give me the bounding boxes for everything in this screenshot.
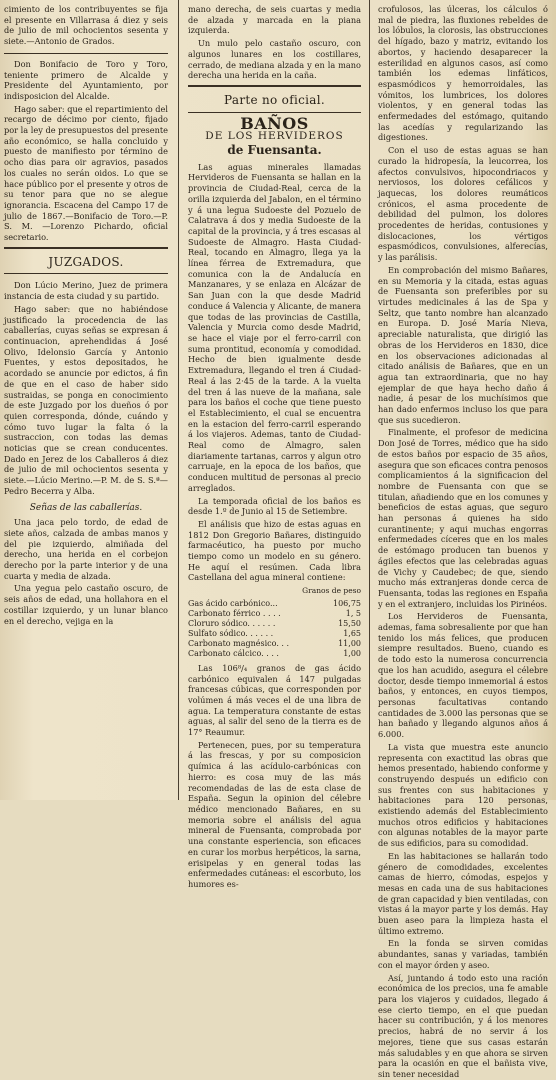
section-heading-box [188, 85, 361, 113]
paragraph: La temporada oficial de los baños es desde 1.º de Junio al 15 de Setiembre. [188, 495, 361, 517]
paragraph: Don Lúcio Merino, Juez de primera instancia de esta ciudad y su partido. [4, 280, 168, 302]
senas-heading: Señas de las caballerías. [29, 502, 143, 513]
row-label: Carbonato cálcico. . . . [188, 648, 279, 658]
paragraph: Las aguas minerales llamadas Hervideros de Fuensanta se hallan en la provincia de Ciudad-Real, cerca de la orilla izquierda del Jabalon, en el término y á una legua Sudoeste del Pozuelo de Calatrava á dos y media Sudoeste de la capital de la provincia, y á tres escasas al Sudoeste de Almagro. Hasta Ciudad-Real, tocando en Almagro, llega ya la línea férrea de Extremadura, que comunica con la de Andalucía en Manzanares, y se enlaza en Alcázar de San Juan con la que desde Madrid conduce á Valencia y Alicante, de manera que todas de las provincias de Castilla, Valencia y Murcia como desde Madrid, se hace el viaje por el ferro-carril con suma prontitud, economía y comodidad. Hecho de bien igualmente desde Extremadura, llegando el tren á Ciudad-Real á las 2·45 de la tarde. A la vuelta del tren á las nueve de la mañana, sale para los baños el coche que tiene puesto el Establecimiento, el cual se encuentra en la estacion del ferro-carril esperando á los viajeros. Ademas, tanto de Ciudad-Real como de Almagro, salen diariamente tartanas, carros y algun otro carruaje, en la epoca de los baños, que conducen multitud de personas al precio arreglados. [188, 161, 361, 493]
paragraph: cimiento de los contribuyentes se fija el presente en Villarrasa á diez y seis de julio de mil ochocientos sesenta y siete.—Antonio de Grados. [4, 4, 168, 47]
section-heading-box [4, 247, 168, 275]
row-value: 15,50 [338, 618, 361, 628]
column-rule [178, 0, 179, 800]
parte-no-oficial-heading: Parte no oficial. [224, 92, 325, 107]
paragraph: Hago saber: que no habiéndose justificado la procedencia de las caballerías, cuyas señas se expresan á continuacion, aprehendidas á José Olivo, Idelonsio García y Antonio Fuentes, y estos depositados, he acordado se anuncie por edictos, á fin de que en el caso de haber sido sustraidas, se ponga en conocimiento de este Juzgado por los dueños ó por quien corresponda, dónde, cuándo y cómo tuvo lugar la falta ó la sustraccion, con todas las demas noticias que se crean conducentes. Dado en Jerez de los Caballeros á diez de julio de mil ochocientos sesenta y siete.—Lúcio Merino.—P. M. de S. S.ª—Pedro Becerra y Alba. [4, 303, 168, 496]
column-left [0, 0, 174, 800]
table-row [188, 619, 361, 629]
row-value: 1,65 [343, 628, 361, 638]
row-value: 1,00 [343, 648, 361, 658]
paragraph: Hago saber: que el repartimiento del recargo de décimo por ciento, fijado por la ley de presupuestos del presente año económico, se halla concluido y puesto de manifiesto por término de ocho dias para oir agravios, pasados los cuales no serán oidos. Lo que se hace público por el presente y otros de su tenor para que no se alegue ignorancia. Escacena del Campo 17 de julio de 1867.—Bonifacio de Toro.—P. S. M. —Lorenzo Pichardo, oficial secretario. [4, 103, 168, 243]
row-label: Sulfato sódico. . . . . . [188, 628, 274, 638]
table-row [188, 629, 361, 639]
banos-title: BAÑOS [240, 113, 309, 133]
paragraph: En la fonda se sirven comidas abundantes, sanas y variadas, también con el mayor órden y aseo. [378, 938, 548, 970]
hervideros-subtitle: DE LOS HERVIDEROS [205, 130, 344, 143]
row-value: 11,00 [338, 638, 361, 648]
juzgados-heading: JUZGADOS. [48, 254, 124, 269]
paragraph: En comprobación del mismo Bañares, en su Memoria y la citada, estas aguas de Fuensanta son preferibles por su virtudes medicinales á las de Spa y Seltz, que tanto nombre han alcanzado en Europa. D. José María Nieva, apreciable naturalista, que dirigió las obras de los Hervideros en 1830, dice en los observaciones adicionadas al citado análisis de Bañares, que en un agua tan extraordinaria, que no hay ejemplar de que haya hecho daño á nadie, á pesar de los muchísimos que han dado enfermos incluso los que para que sus sucedieron. [378, 264, 548, 425]
table-header: Granos de peso [302, 586, 361, 596]
paragraph: Pertenecen, pues, por su temperatura á las frescas, y por su composicion química á las acídulo-carbónicas con hierro: es cosa muy de las más recomendadas de las de esta clase de España. Segun la opinion del célebre médico mencionado Bañares, en su memoria sobre el análisis del agua mineral de Fuensanta, comprobada por una constante esperiencia, son eficaces en curar los morbus herpéticos, la sarna, erisipelas y en general todas las enfermedades cutáneas: el escorbuto, los humores es- [188, 739, 361, 889]
paragraph: Así, juntando á todo esto una ración económica de los precios, una fe amable para los viajeros y cuidados, llegado á ese cierto tiempo, en el que puedan hacer su contribución, y á los menores precios, habrá de no servir á los mejores, tiene que sus casas estarán más saludables y en que ahora se sirven para la ocasión en que el bañista vive, sin tener necesidad [378, 972, 548, 1079]
paragraph: Los Hervideros de Fuensanta, ademas, fama sobresaliente por que han tenido los más felices, que producen siempre resultados. Bueno, cuando es de todo esto la numerosa concurrencia que los han acudido, asegura el célebre doctor, desde tiempo inmemorial á estos baños, y entonces, en cuyos tiempos, personas facultativas contando cantidades de 3.000 las personas que se han bañado y llegando algunos años á 6.000. [378, 611, 548, 740]
paragraph: Las 106⁸/₄ granos de gas ácido carbónico equivalen á 147 pulgadas francesas cúbicas, que corresponden por volúmen á más veces el de una libra de agua. La temperatura constante de estas aguas, al salir del seno de la tierra es de 17° Reaumur. [188, 662, 361, 738]
column-right [373, 0, 556, 1079]
paragraph: Una jaca pelo tordo, de edad de siete años, calzada de ambas manos y del pie izquierdo, almiñada del derecho, una herida en el corbejon derecho por la parte interior y de una cuarta y media de alzada. [4, 517, 168, 581]
table-row [188, 639, 361, 649]
row-value: 106,75 [333, 598, 361, 608]
paragraph: Un mulo pelo castaño oscuro, con algunos lunares en los costillares, cerrado, de mediana alzada y en la mano derecha una herida en la caña. [188, 38, 361, 81]
paragraph: crofulosos, las úlceras, los cálculos ó mal de piedra, las fluxiones rebeldes de los lóbulos, la clorosis, las obstrucciones del hígado, bazo y matriz, evitando los abortos, y haciendo desaparecer la esterilidad en algunos casos, así como también los edemas linfáticos, espasmódicos y hemorroidales, las vómitos, los lumbrices, los dolores violentos, y en general todas las enfermedades del estómago, quitando las acedías y regularizando las digestiones. [378, 4, 548, 143]
paragraph: Don Bonifacio de Toro y Toro, teniente primero de Alcalde y Presidente del Ayuntamiento, por indisposicion del Alcalde. [4, 58, 168, 101]
table-row [188, 609, 361, 619]
paragraph: Finalmente, el profesor de medicina Don José de Torres, médico que ha sido de estos baños por espacio de 35 años, asegura que son eficaces contra penosos complicamientos á la significacion del nombre de Fuensanta con que se titulan, añadiendo que en los comunes y beneficios de estas aguas, que seguro han personas á quienes ha sido curantinente; y aqui muchas engorras enfermedades cíceres que en los males de estómago producen tan buenos y ágiles efectos que las celebradas aguas de Vichy y Caudebec; de que, siendo mucho más extranjeras donde cerca de Fuensanta, todas las regiones en España y en el extranjero, incluidas los Pirinéos. [378, 427, 548, 609]
paragraph: Una yegua pelo castaño oscuro, de seis años de edad, una hollahora en el costillar izquierdo, y un lunar blanco en el derecho, vejiga en la [4, 583, 168, 626]
row-value: 1, 5 [345, 608, 361, 618]
paragraph: El análisis que hizo de estas aguas en 1812 Don Gregorio Bañares, distinguido farmacéutico, ha puesto por mucho tiempo como un modelo en su género. He aquí el resúmen. Cada libra Castellana del agua mineral contiene: [188, 518, 361, 583]
table-row [188, 649, 361, 659]
paragraph: En las habitaciones se hallarán todo género de comodidades, excelentes camas de hierro, cómodas, espejos y mesas en cada una de sus habitaciones de gran capacidad y bien ventiladas, con vistas á la mayor parte y los demás. Hay buen aseo para la limpieza hasta el último extremo. [378, 850, 548, 936]
paragraph: Con el uso de estas aguas se han curado la hidropesía, la leucorrea, los afectos convulsivos, hipocondriacos y nerviosos, los dolores cefálicos y jaquecas, los dolores reumáticos crónicos, el asma procedente de debilidad del pulmon, los dolores procedentes de heridas, contusiones y dislocaciones, los vértigos espasmódicos, convulsiones, alferecías, y las parálisis. [378, 145, 548, 263]
row-label: Carbonato magnésico. . . [188, 638, 290, 648]
divider [4, 53, 168, 54]
fuensanta-subtitle: de Fuensanta. [227, 143, 322, 158]
row-label: Gas ácido carbónico... [188, 598, 278, 608]
row-label: Cloruro sódico. . . . . . [188, 618, 276, 628]
table-row [188, 599, 361, 609]
column-rule [369, 0, 370, 800]
row-label: Carbonato férrico . . . . [188, 608, 281, 618]
paragraph: mano derecha, de seis cuartas y media de alzada y marcada en la piana izquierda. [188, 4, 361, 36]
analysis-table [188, 599, 361, 659]
column-middle [183, 0, 366, 889]
paragraph: La vista que muestra este anuncio representa con exactitud las obras que hemos presentado, habiendo conforme y construyendo después un edificio con sus frentes con sus habitaciones y habitaciones para 120 personas, existiendo además del Establecimiento muchos otros edificios y habitaciones con algunas notables de la mayor parte de sus edificios, para su comodidad. [378, 741, 548, 849]
